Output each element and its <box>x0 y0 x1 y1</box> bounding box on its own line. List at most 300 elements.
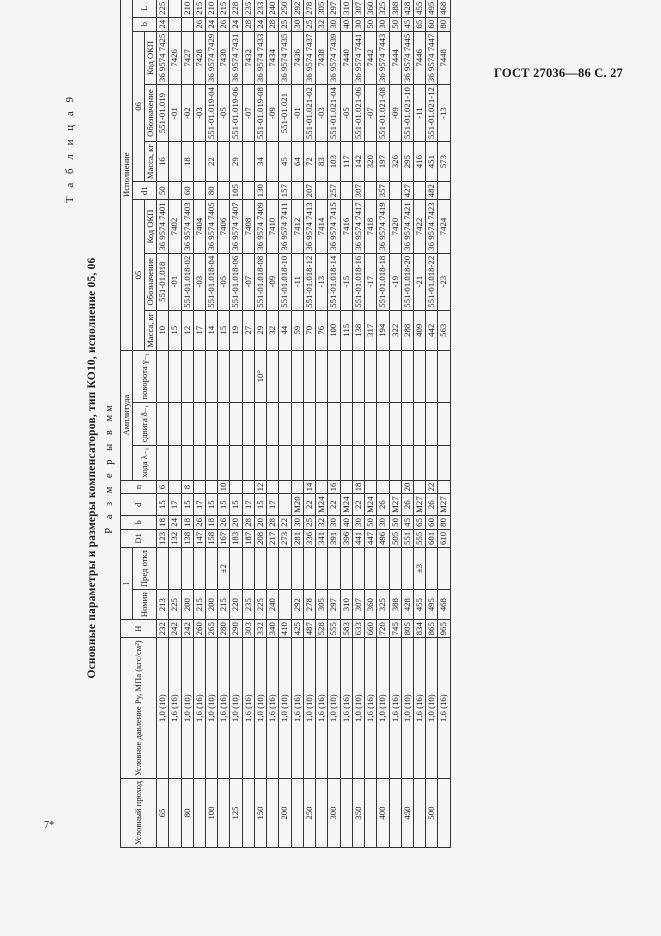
cell-n: 16 <box>328 480 340 494</box>
cell-n <box>193 480 205 494</box>
cell-l-dev <box>193 548 205 590</box>
cell-l-dev <box>205 548 217 590</box>
cell-D1: 601 <box>426 529 438 547</box>
cell-d: 22 <box>352 494 364 516</box>
cell-D1: 391 <box>328 529 340 547</box>
cell-dn: 65 <box>157 779 169 848</box>
cell-mass-06: 197 <box>377 142 389 182</box>
col-D1: D1 <box>121 529 157 547</box>
cell-n: 10 <box>218 480 230 494</box>
cell-L: 307 <box>352 0 364 17</box>
col-l: l <box>121 548 133 620</box>
cell-designation-05: -11 <box>291 253 303 310</box>
cell-okp-06: 7430 <box>218 31 230 84</box>
cell-d: 22 <box>303 494 315 516</box>
cell-mass-06: 142 <box>352 142 364 182</box>
table-row <box>242 0 254 848</box>
cell-dn: 500 <box>426 779 438 848</box>
cell-mass-05: 29 <box>254 310 266 350</box>
cell-designation-05: -03 <box>193 253 205 310</box>
cell-pressure: 1,0 (10) <box>377 638 389 779</box>
cell-D1: 273 <box>279 529 291 547</box>
col-b: b <box>121 516 157 530</box>
cell-shear <box>303 402 315 445</box>
cell-mass-06: 117 <box>340 142 352 182</box>
cell-axial <box>426 445 438 480</box>
cell-b2: 25 <box>279 17 291 31</box>
cell-D1: 447 <box>365 529 377 547</box>
cell-dn: 300 <box>328 779 340 848</box>
cell-axial <box>377 445 389 480</box>
cell-pressure: 1,6 (16) <box>365 638 377 779</box>
cell-axial <box>438 445 450 480</box>
cell-axial <box>352 445 364 480</box>
cell-b: 26 <box>193 516 205 530</box>
cell-designation-05: 551-01.018-14 <box>328 253 340 310</box>
cell-b2: 30 <box>291 17 303 31</box>
cell-L: 388 <box>389 0 401 17</box>
cell-designation-06: -05 <box>218 85 230 142</box>
cell-pressure: 1,0 (10) <box>181 638 193 779</box>
cell-rotation <box>193 350 205 402</box>
cell-designation-06: -02 <box>181 85 193 142</box>
cell-d: 17 <box>193 494 205 516</box>
cell-designation-05: 551-01.018-06 <box>230 253 242 310</box>
table-body <box>157 0 451 848</box>
cell-D1: 217 <box>267 529 279 547</box>
cell-mass-06 <box>267 142 279 182</box>
cell-d1: 427 <box>401 182 413 200</box>
cell-b2 <box>169 17 181 31</box>
cell-d1: 482 <box>426 182 438 200</box>
table-row <box>181 0 193 848</box>
cell-l-dev <box>389 548 401 590</box>
cell-b2 <box>181 17 193 31</box>
cell-designation-06: -11 <box>413 85 425 142</box>
cell-designation-05: -21 <box>413 253 425 310</box>
cell-designation-06: -05 <box>340 85 352 142</box>
cell-l: 495 <box>426 590 438 620</box>
col-rotation: поворота γ₋₁ <box>133 350 157 402</box>
cell-okp-06: 36 9574 7443 <box>377 31 389 84</box>
cell-pressure: 1,6 (16) <box>267 638 279 779</box>
cell-l: 307 <box>352 590 364 620</box>
cell-L: 235 <box>242 0 254 17</box>
cell-D1: 396 <box>340 529 352 547</box>
cell-L: 228 <box>230 0 242 17</box>
cell-H: 834 <box>413 620 425 638</box>
cell-L: 428 <box>401 0 413 17</box>
cell-designation-05: 551-01.018-18 <box>377 253 389 310</box>
table-row <box>426 0 438 848</box>
table-row <box>267 0 279 848</box>
cell-D1: 123 <box>157 529 169 547</box>
cell-b: 80 <box>438 516 450 530</box>
cell-dn: 450 <box>401 779 413 848</box>
cell-n <box>389 480 401 494</box>
cell-dn <box>267 779 279 848</box>
cell-dn <box>316 779 328 848</box>
cell-mass-06: 29 <box>230 142 242 182</box>
cell-n <box>267 480 279 494</box>
cell-d: 26 <box>401 494 413 516</box>
cell-designation-05: -15 <box>340 253 352 310</box>
cell-designation-06: 551-01.019 <box>157 85 169 142</box>
cell-d: М20 <box>291 494 303 516</box>
cell-dn: 350 <box>352 779 364 848</box>
cell-l: 240 <box>267 590 279 620</box>
cell-okp-06: 7434 <box>267 31 279 84</box>
cell-okp-05: 7408 <box>242 200 254 253</box>
cell-b: 18 <box>205 516 217 530</box>
cell-l: 468 <box>438 590 450 620</box>
cell-pressure: 1,6 (16) <box>389 638 401 779</box>
cell-n: 12 <box>254 480 266 494</box>
cell-n <box>377 480 389 494</box>
cell-okp-05: 36 9574 7415 <box>328 200 340 253</box>
cell-dn: 150 <box>254 779 266 848</box>
cell-l-dev: ±3 <box>413 548 425 590</box>
cell-designation-06: -01 <box>169 85 181 142</box>
cell-d: 15 <box>157 494 169 516</box>
cell-b: 28 <box>242 516 254 530</box>
cell-b2: 24 <box>254 17 266 31</box>
cell-rotation <box>426 350 438 402</box>
cell-okp-05: 36 9574 7403 <box>181 200 193 253</box>
cell-rotation <box>205 350 217 402</box>
cell-n <box>230 480 242 494</box>
cell-pressure: 1,6 (16) <box>413 638 425 779</box>
cell-b2: 40 <box>340 17 352 31</box>
cell-b: 20 <box>254 516 266 530</box>
table-label: Т а б л и ц а 9 <box>64 94 76 204</box>
cell-pressure: 1,0 (10) <box>426 638 438 779</box>
cell-b: 45 <box>401 516 413 530</box>
cell-axial <box>242 445 254 480</box>
cell-b2: 80 <box>438 17 450 31</box>
cell-d: 22 <box>328 494 340 516</box>
cell-b2: 60 <box>426 17 438 31</box>
table-row <box>291 0 303 848</box>
cell-axial <box>157 445 169 480</box>
cell-l-dev <box>267 548 279 590</box>
cell-l-dev <box>438 548 450 590</box>
cell-rotation <box>389 350 401 402</box>
cell-okp-06: 7432 <box>242 31 254 84</box>
cell-b2: 28 <box>242 17 254 31</box>
cell-dn <box>242 779 254 848</box>
cell-okp-05: 36 9574 7419 <box>377 200 389 253</box>
cell-shear <box>181 402 193 445</box>
cell-b: 50 <box>365 516 377 530</box>
cell-H: 660 <box>365 620 377 638</box>
cell-H: 720 <box>377 620 389 638</box>
cell-L: 240 <box>267 0 279 17</box>
table-row <box>316 0 328 848</box>
cell-axial <box>340 445 352 480</box>
cell-l: 225 <box>254 590 266 620</box>
cell-designation-06: 551-01.021-02 <box>303 85 315 142</box>
cell-l: 455 <box>413 590 425 620</box>
cell-okp-05: 7424 <box>438 200 450 253</box>
cell-b: 60 <box>426 516 438 530</box>
col-e05: 05 <box>133 200 145 350</box>
cell-mass-06: 83 <box>316 142 328 182</box>
cell-okp-05: 36 9574 7405 <box>205 200 217 253</box>
cell-l: 388 <box>389 590 401 620</box>
parameters-table <box>120 0 451 848</box>
cell-D1: 147 <box>193 529 205 547</box>
cell-pressure: 1,6 (16) <box>242 638 254 779</box>
cell-axial <box>316 445 328 480</box>
cell-dn <box>365 779 377 848</box>
col-okp-05: Код ОКП <box>145 200 157 253</box>
cell-shear <box>365 402 377 445</box>
cell-pressure: 1,0 (10) <box>230 638 242 779</box>
cell-d1 <box>340 182 352 200</box>
cell-rotation: 10° <box>254 350 266 402</box>
cell-okp-05: 7412 <box>291 200 303 253</box>
cell-mass-05: 44 <box>279 310 291 350</box>
cell-shear <box>230 402 242 445</box>
cell-L: 305 <box>316 0 328 17</box>
cell-dn <box>291 779 303 848</box>
cell-pressure: 1,6 (16) <box>438 638 450 779</box>
cell-mass-06: 18 <box>181 142 193 182</box>
cell-d1 <box>438 182 450 200</box>
cell-d1 <box>242 182 254 200</box>
cell-D1: 551 <box>401 529 413 547</box>
cell-n <box>205 480 217 494</box>
cell-mass-06 <box>218 142 230 182</box>
cell-shear <box>413 402 425 445</box>
cell-L <box>169 0 181 17</box>
cell-shear <box>328 402 340 445</box>
cell-D1: 183 <box>230 529 242 547</box>
cell-axial <box>365 445 377 480</box>
cell-dn: 200 <box>279 779 291 848</box>
cell-pressure: 1,6 (16) <box>316 638 328 779</box>
cell-H: 303 <box>242 620 254 638</box>
cell-pressure: 1,0 (10) <box>401 638 413 779</box>
cell-mass-05: 115 <box>340 310 352 350</box>
cell-okp-05: 7404 <box>193 200 205 253</box>
cell-H: 265 <box>205 620 217 638</box>
cell-shear <box>438 402 450 445</box>
cell-okp-05: 7402 <box>169 200 181 253</box>
cell-b: 22 <box>279 516 291 530</box>
table-row <box>352 0 364 848</box>
cell-mass-06: 16 <box>157 142 169 182</box>
cell-designation-05: -17 <box>365 253 377 310</box>
cell-designation-06: -09 <box>389 85 401 142</box>
cell-okp-06: 36 9574 7433 <box>254 31 266 84</box>
cell-mass-06 <box>242 142 254 182</box>
cell-axial <box>205 445 217 480</box>
cell-designation-05: -09 <box>267 253 279 310</box>
cell-mass-05: 27 <box>242 310 254 350</box>
cell-d1 <box>291 182 303 200</box>
cell-b: 50 <box>389 516 401 530</box>
cell-okp-06: 36 9574 7447 <box>426 31 438 84</box>
cell-okp-05: 36 9574 7423 <box>426 200 438 253</box>
cell-l-dev <box>254 548 266 590</box>
cell-designation-05: -01 <box>169 253 181 310</box>
col-e06: 06 <box>133 31 145 181</box>
table-row <box>303 0 315 848</box>
cell-okp-05: 7418 <box>365 200 377 253</box>
cell-L: 210 <box>181 0 193 17</box>
cell-d1: 157 <box>279 182 291 200</box>
cell-shear <box>389 402 401 445</box>
cell-d1 <box>193 182 205 200</box>
cell-D1: 555 <box>413 529 425 547</box>
cell-b: 30 <box>377 516 389 530</box>
cell-b2: 65 <box>413 17 425 31</box>
cell-d: 15 <box>218 494 230 516</box>
cell-H: 290 <box>230 620 242 638</box>
cell-L: 225 <box>157 0 169 17</box>
cell-okp-06: 36 9574 7437 <box>303 31 315 84</box>
cell-okp-05: 7416 <box>340 200 352 253</box>
cell-mass-06: 326 <box>389 142 401 182</box>
table-row <box>218 0 230 848</box>
cell-D1: 441 <box>352 529 364 547</box>
cell-rotation <box>218 350 230 402</box>
cell-okp-05: 36 9574 7409 <box>254 200 266 253</box>
cell-l-dev <box>352 548 364 590</box>
col-l-nom: Номин <box>133 590 157 620</box>
cell-rotation <box>181 350 193 402</box>
cell-d: 15 <box>254 494 266 516</box>
cell-mass-05: 12 <box>181 310 193 350</box>
cell-D1: 341 <box>316 529 328 547</box>
cell-designation-05: -05 <box>218 253 230 310</box>
cell-okp-06: 36 9574 7441 <box>352 31 364 84</box>
cell-mass-05: 14 <box>205 310 217 350</box>
cell-mass-06: 22 <box>205 142 217 182</box>
cell-rotation <box>303 350 315 402</box>
cell-rotation <box>413 350 425 402</box>
cell-designation-06: -07 <box>242 85 254 142</box>
cell-b2: 24 <box>205 17 217 31</box>
cell-l-dev <box>401 548 413 590</box>
cell-shear <box>169 402 181 445</box>
cell-mass-05: 15 <box>169 310 181 350</box>
cell-designation-05: 551-01.018-12 <box>303 253 315 310</box>
cell-okp-06: 7444 <box>389 31 401 84</box>
cell-L: 455 <box>413 0 425 17</box>
cell-b2: 50 <box>389 17 401 31</box>
cell-b2: 24 <box>230 17 242 31</box>
cell-d1: 80 <box>205 182 217 200</box>
cell-rotation <box>340 350 352 402</box>
col-shear: сдвига δ₋₁ <box>133 402 157 445</box>
cell-axial <box>169 445 181 480</box>
cell-axial <box>267 445 279 480</box>
cell-axial <box>254 445 266 480</box>
cell-l: 278 <box>303 590 315 620</box>
cell-mass-06: 573 <box>438 142 450 182</box>
cell-D1: 167 <box>218 529 230 547</box>
cell-l <box>279 590 291 620</box>
cell-l-dev <box>328 548 340 590</box>
cell-designation-06: 551-01.021-04 <box>328 85 340 142</box>
cell-shear <box>377 402 389 445</box>
cell-shear <box>218 402 230 445</box>
cell-d1: 357 <box>377 182 389 200</box>
cell-okp-05: 36 9574 7401 <box>157 200 169 253</box>
table-row <box>365 0 377 848</box>
cell-shear <box>340 402 352 445</box>
cell-b: 18 <box>181 516 193 530</box>
cell-axial <box>401 445 413 480</box>
cell-n <box>340 480 352 494</box>
cell-rotation <box>401 350 413 402</box>
cell-l: 428 <box>401 590 413 620</box>
cell-rotation <box>365 350 377 402</box>
cell-l: 200 <box>205 590 217 620</box>
col-pressure: Условное давление Pу, МПа (кгс/см²) <box>121 638 157 779</box>
cell-shear <box>426 402 438 445</box>
page-header: ГОСТ 27036—86 С. 27 <box>494 66 623 80</box>
cell-H: 865 <box>426 620 438 638</box>
col-n: n <box>121 480 157 494</box>
cell-dn: 400 <box>377 779 389 848</box>
cell-designation-06: 551-01.021-10 <box>401 85 413 142</box>
cell-mass-06 <box>169 142 181 182</box>
cell-l-dev: ±2 <box>218 548 230 590</box>
cell-d1 <box>365 182 377 200</box>
cell-l: 310 <box>340 590 352 620</box>
table-row <box>254 0 266 848</box>
cell-designation-06: 551-01.019-04 <box>205 85 217 142</box>
cell-l: 305 <box>316 590 328 620</box>
cell-n: 14 <box>303 480 315 494</box>
cell-rotation <box>267 350 279 402</box>
col-b2: b <box>133 17 157 31</box>
table-row <box>230 0 242 848</box>
cell-designation-06: -03 <box>316 85 328 142</box>
cell-mass-05: 100 <box>328 310 340 350</box>
cell-shear <box>291 402 303 445</box>
cell-d1 <box>218 182 230 200</box>
cell-H: 805 <box>401 620 413 638</box>
cell-pressure: 1,0 (10) <box>205 638 217 779</box>
cell-n: 20 <box>401 480 413 494</box>
cell-mass-05: 288 <box>401 310 413 350</box>
cell-D1: 281 <box>291 529 303 547</box>
cell-mass-05: 17 <box>193 310 205 350</box>
cell-shear <box>193 402 205 445</box>
cell-okp-06: 7448 <box>438 31 450 84</box>
cell-H: 425 <box>291 620 303 638</box>
cell-l-dev <box>340 548 352 590</box>
cell-okp-06: 36 9574 7435 <box>279 31 291 84</box>
cell-axial <box>230 445 242 480</box>
page-footnote: 7* <box>44 820 54 831</box>
cell-okp-06: 7438 <box>316 31 328 84</box>
col-designation-06: Обозначение <box>145 85 157 142</box>
cell-l-dev <box>377 548 389 590</box>
cell-okp-05: 36 9574 7411 <box>279 200 291 253</box>
cell-l: 360 <box>365 590 377 620</box>
cell-l-dev <box>303 548 315 590</box>
cell-b: 20 <box>230 516 242 530</box>
cell-rotation <box>291 350 303 402</box>
cell-b: 18 <box>157 516 169 530</box>
cell-rotation <box>438 350 450 402</box>
